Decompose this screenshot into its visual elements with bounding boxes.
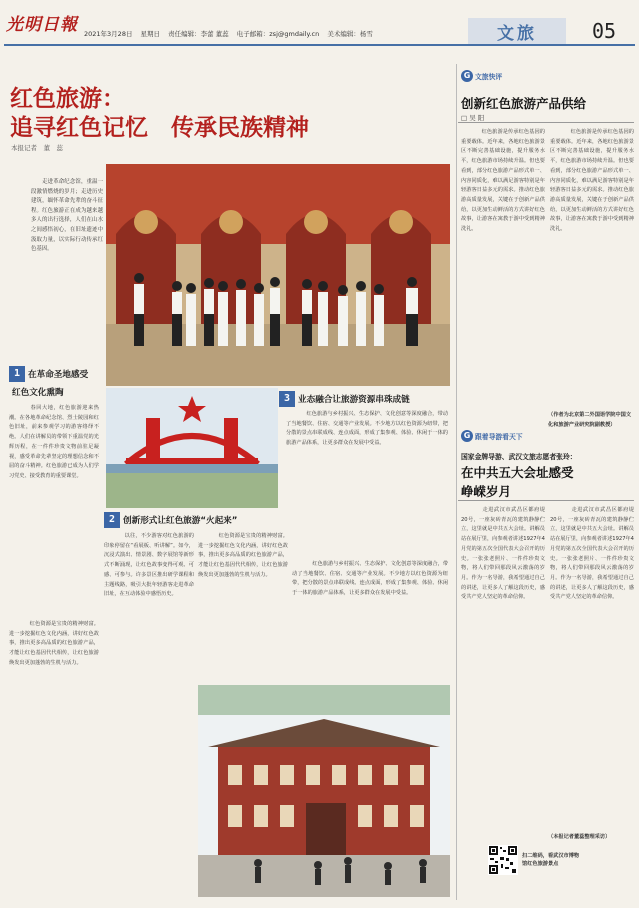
section-2-number: 2 [104,512,120,528]
bridge-illustration [106,388,278,508]
page-number: 05 [591,19,617,43]
commentary-author: □ 吴 阳 [461,114,485,122]
choir-photo-illustration [106,164,450,386]
section-2-heading [104,512,237,528]
section-3-heading [279,391,410,407]
guide-kicker-text: 跟着导游看天下 [475,433,523,441]
section-1-text-cont: 红色资源是宝贵的精神财富。进一步挖掘红色文化内涵，讲好红色故事，推出更多高品质的红色旅游产品，才能让红色基因代代相传，让红色旅游焕发出更加蓬勃的生机与活力。 [9,621,99,666]
section-1-heading [9,366,88,382]
section-3-text: 红色旅游与乡村振兴、生态保护、文化创意等深度融合，带动了当地餐饮、住宿、交通等产业发展。不少地方以红色资源为纽带，把分散的景点串联成线、连点成面，形成了集参观、体验、休闲于一体的旅游产品体系，让更多群众在发展中受益。 [292,561,448,597]
section-1-body-cont [9,620,99,669]
commentary-rule [458,122,634,123]
section-3-number: 3 [279,391,295,407]
section-1-number: 1 [9,366,25,382]
column-rule-right [456,64,457,900]
commentary-title: 创新红色旅游产品供给 [461,96,587,111]
guide-title-line2: 峥嵘岁月 [461,484,512,499]
masthead-meta [84,29,379,38]
masthead-rule [4,44,635,46]
guide-body-right [550,506,634,603]
section-1-text: 春回大地，红色旅游迎来热潮。在各地革命纪念馆、烈士陵园和红色旧址，前来参观学习的游客络绎不绝。人们在讲解员的带领下重温党的光辉历程，在一件件珍贵文物前驻足凝视，感受革命先辈坚定的理想信念和不屈的奋斗精神。红色旅游已成为人们学习党史、接受教育的重要课堂。 [9,405,99,479]
column-logo-icon-2: G [461,430,473,442]
red-bridge-photo [106,388,278,508]
lead-paragraph: 走进革命纪念馆，重温一段激情燃烧的岁月；走进历史建筑，缅怀革命先辈的奋斗征程。红色旅游正在成为越来越多人的出行选择，人们在山水之间感悟初心，在旧址遗迹中汲取力量，以实际行动传承红色基因。 [31,179,103,253]
section-2-text-cont: 红色资源是宝贵的精神财富。进一步挖掘红色文化内涵，讲好红色故事，推出更多高品质的红色旅游产品，才能让红色基因代代相传，让红色旅游焕发出更加蓬勃的生机与活力。 [198,533,288,578]
guide-pretitle: 国家金牌导游、武汉文旅志愿者张玲： [461,453,577,461]
section-2-text: 以往，不少游客对红色旅游的印象停留在“看展板、听讲解”。如今，沉浸式演出、情景剧、数字展馆等新形式不断涌现，让红色故事变得可观、可感、可参与。许多景区推出研学课程和主题线路，吸引大批年轻游客走进革命旧址，在互动体验中感悟历史。 [104,533,194,598]
issue-weekday: 星期日 [140,30,161,38]
section-tab: 文旅 [468,18,566,44]
guide-rule [458,500,634,501]
commentary-body-right [550,128,634,235]
choir-performance-photo [106,164,450,386]
guide-note: （本报记者董蕊整理采访） [548,834,611,840]
section-1-body [9,404,99,482]
commentary-author-note: （作者为北京第二外国语学院中国文化和旅游产业研究院副教授） [548,412,632,428]
section-1-title: 在革命圣地感受 [28,370,89,380]
qr-caption: 扫二维码，看武汉市博物馆红色旅游景点 [522,853,580,867]
section-2-body-left [104,532,194,600]
headline-line2: 追寻红色记忆 传承民族精神 [10,114,309,141]
historic-building-photo [198,685,450,897]
section-3-intro-text: 红色旅游与乡村振兴、生态保护、文化创意等深度融合，带动了当地餐饮、住宿、交通等产业发展。不少地方以红色资源为纽带，把分散的景点串联成线、连点成面，形成了集参观、体验、休闲于一体的旅游产品体系，让更多群众在发展中受益。 [286,411,448,447]
section-3-intro [286,410,448,449]
section-1-subtitle: 红色文化熏陶 [12,388,64,398]
guide-kicker [461,430,523,442]
qr-code[interactable] [488,845,518,875]
guide-text-cont: 走进武汉市武昌区都府堤20号，一座灰砖青瓦的建筑静静伫立，这里就是中共五大会址。讲解员站在展厅里，向参观者讲述1927年4月党的第五次全国代表大会召开的历史。一张张老照片、一件件珍贵文物，将人们带回那段风云激荡的岁月。作为一名导游，我希望通过自己的讲述，让更多人了解这段历史，感受共产党人坚定的革命信仰。 [550,507,634,601]
building-illustration [198,685,450,897]
commentary-text-cont: 红色旅游是传承红色基因的重要载体。近年来，各地红色旅游景区不断完善基础设施，提升服务水平，红色旅游市场持续升温。但也要看到，部分红色旅游产品形式单一、内容同质化，难以满足游客特别是年轻游客日益多元的需求。推动红色旅游高质量发展，关键在于创新产品供给，以更加生动鲜活的方式讲好红色故事，让游客在寓教于游中受到精神洗礼。 [550,129,634,233]
responsible-editor: 责任编辑：李蕾 董蕊 [168,30,229,38]
commentary-body-left [461,128,545,235]
column-logo-icon: G [461,70,473,82]
newspaper-logo: 光明日報 [6,15,78,35]
section-2-body-right [198,532,288,581]
guide-text: 走进武汉市武昌区都府堤20号，一座灰砖青瓦的建筑静静伫立，这里就是中共五大会址。讲解员站在展厅里，向参观者讲述1927年4月党的第五次全国代表大会召开的历史。一张张老照片、一件件珍贵文物，将人们带回那段风云激荡的岁月。作为一名导游，我希望通过自己的讲述，让更多人了解这段历史，感受共产党人坚定的革命信仰。 [461,507,545,601]
commentary-text: 红色旅游是传承红色基因的重要载体。近年来，各地红色旅游景区不断完善基础设施，提升服务水平，红色旅游市场持续升温。但也要看到，部分红色旅游产品形式单一、内容同质化，难以满足游客特别是年轻游客日益多元的需求。推动红色旅游高质量发展，关键在于创新产品供给，以更加生动鲜活的方式讲好红色故事，让游客在寓教于游中受到精神洗礼。 [461,129,545,233]
section-2-title: 创新形式让红色旅游“火起来” [123,516,238,526]
art-editor: 美术编辑：杨雪 [327,30,373,38]
guide-title-line1: 在中共五大会址感受 [461,465,574,480]
masthead [0,0,639,46]
commentary-kicker-text: 文旅快评 [475,73,503,81]
section-3-title: 业态融合让旅游资源串珠成链 [298,395,410,405]
byline: 本报记者 董 蕊 [11,144,63,152]
qr-code-icon [488,845,518,875]
guide-body-left [461,506,545,603]
commentary-kicker [461,70,502,82]
section-3-body [292,560,448,599]
editor-email: 电子邮箱：zsj@gmdaily.cn [236,30,320,38]
headline [10,84,450,142]
issue-date: 2021年3月28日 [84,30,133,38]
headline-line1: 红色旅游： [10,85,125,112]
